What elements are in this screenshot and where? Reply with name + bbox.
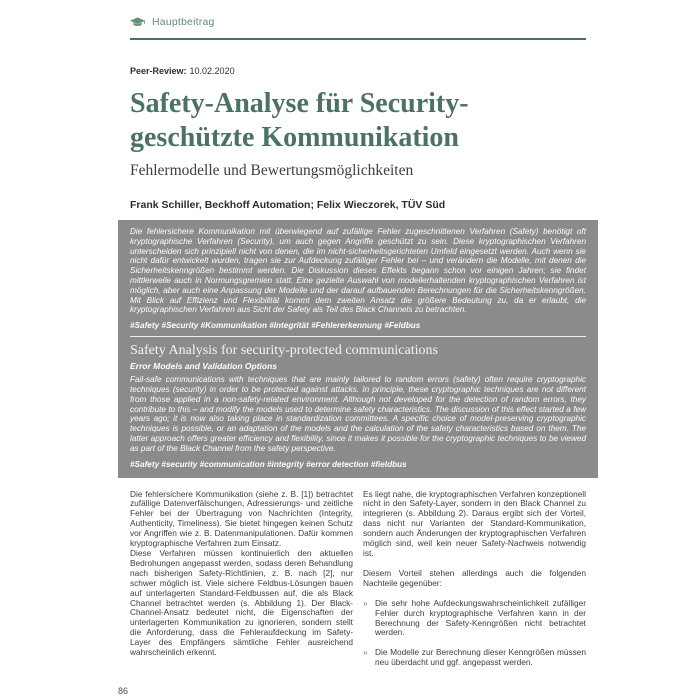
bullet-marker-icon: » (363, 647, 368, 658)
page-number: 86 (118, 686, 129, 697)
bullet-item (363, 648, 586, 668)
peer-review-label: Peer-Review: (130, 66, 187, 76)
category-header (130, 15, 598, 29)
bullet-item (363, 599, 586, 639)
body-paragraph-left-1: Die fehlersichere Kommunikation (siehe z. B. [1]) betrachtet zufällige Datenverfälschungen, Adressierungs- und zeitliche Fehler bei der Übertragung von Nachrichten (Integrity, Authenticity, Timeliness). Sie bietet hingegen keinen Schutz vor Angriffen wie z. B. Datenmanipulationen. Dafür kommen kryptographische Verfahren zum Einsatz. (130, 488, 353, 549)
category-label: Hauptbeitrag (152, 16, 215, 28)
article-body (130, 490, 586, 669)
body-paragraph-right-1: Es liegt nahe, die kryptographischen Verfahren konzeptionell nicht in den Safety-Layer, sondern in den Black Channel zu integrieren (s. Abbildung 2). Daraus ergibt sich der Vorteil, dass nicht nur Varianten der Standard-Kommunikation, sondern auch Änderungen der kryptographischen Verfahren möglich sind, weil kein neuer Safety-Nachweis notwendig ist. (363, 488, 586, 558)
article-authors: Frank Schiller, Beckhoff Automation; Felix Wieczorek, TÜV Süd (130, 199, 446, 211)
body-column-left (130, 490, 353, 669)
abstract-en-title: Safety Analysis for security-protected communications (130, 343, 438, 359)
peer-review-line (130, 66, 598, 76)
bullet-marker-icon: » (363, 597, 368, 608)
graduation-cap-icon (130, 17, 145, 28)
body-paragraph-left-2: Diese Verfahren müssen kontinuierlich den aktuellen Bedrohungen angepasst werden, sodass deren Behandlung nach bisherigen Safety-Richtlinien, z. B. nach [2], nur schwer möglich ist. Viele sichere Feldbus-Lösungen bauen auf unterlagerten Standard-Feldbussen auf, die als Black Channel betrachtet werden (s. Abbildung 1). Der Black-Channel-Ansatz bedeutet nicht, die Eigenschaften der unterlagerten Kommunikation zu ignorieren, sondern stellt die Anforderung, dass die Fehleraufdeckung im Safety-Layer des Empfängers sämtliche Fehler ausreichend wahrscheinlich erkennt. (130, 547, 353, 658)
peer-review-date: 10.02.2020 (189, 66, 235, 76)
body-column-right (363, 490, 586, 669)
article-subtitle: Fehlermodelle und Bewertungsmöglichkeiten (130, 162, 414, 179)
article-title: Safety-Analyse für Security-geschützte Kommunikation (130, 88, 469, 153)
header-divider (130, 38, 586, 40)
bullet-text: Die Modelle zur Berechnung dieser Kenngrößen müssen neu überdacht und ggf. angepasst werden. (375, 647, 586, 668)
bullet-text: Die sehr hohe Aufdeckungswahrscheinlichkeit zufälliger Fehler durch kryptographische Verfahren kann in der Berechnung der Safety-Kenngrößen nicht betrachtet werden. (375, 597, 586, 638)
abstract-de-text: Die fehlersichere Kommunikation mit überwiegend auf zufällige Fehler zugeschnittenen Verfahren (Safety) benötigt oft kryptographische Verfahren (Security), um auch gegen Angriffe geschützt zu sein. Diese kryptographischen Verfahren unterscheiden sich prinzipiell nicht von denen, die im nicht-sicherheitsgerichteten Umfeld eingesetzt werden. Auch wenn sie nicht dafür entwickelt wurden, tragen sie zur Aufdeckung zufälliger Fehler bei – und verändern die Modelle, mit denen die Sicherheitskenngrößen bestimmt werden. Die Diskussion dieses Effekts begann schon vor einigen Jahren; sie findet mittlerweile auch in Normungsgremien statt. Eine gezielte Auswahl von modellerhaltenden kryptographischen Verfahren ist möglich, aber auch eine Anpassung der Modelle und der darauf aufbauenden Berechnungen für die Sicherheitskenngrößen. Mit Blick auf Effizienz und Flexibilität kommt dem zweiten Ansatz die größere Bedeutung zu, da er erlaubt, die kryptographischen Verfahren aus Sicht der Safety als Teil des Black Channels zu betrachten. (130, 227, 586, 315)
abstract-block (118, 220, 598, 478)
abstract-en-text: Fail-safe communications with techniques that are mainly tailored to random errors (safety) often require cryptographic techniques (security) in order to be protected against attacks. In principle, these cryptographic techniques are not different from those applied in a non-safety-related environment. Although not developed for the detection of random errors, they contribute to this – and modify the models used to determine safety characteristics. The discussion of this effect started a few years ago; it is now also taking place in standardization committees. A specific choice of model-preserving cryptographic techniques is possible, or an adaptation of the models and the calculation of the safety characteristics based on them. The latter approach offers greater efficiency and flexibility, since it makes it possible for the cryptographic techniques to be viewed as part of the Black Channel from the safety perspective. (130, 375, 586, 453)
abstract-en-hashtags: #Safety #security #communication #integrity #error detection #fieldbus (130, 459, 407, 469)
body-paragraph-right-2: Diesem Vorteil stehen allerdings auch die folgenden Nachteile gegenüber: (363, 567, 586, 588)
abstract-en-subtitle: Error Models and Validation Options (130, 361, 278, 372)
abstract-divider (130, 336, 586, 337)
abstract-de-hashtags: #Safety #Security #Kommunikation #Integrität #Fehlererkennung #Feldbus (130, 321, 421, 331)
